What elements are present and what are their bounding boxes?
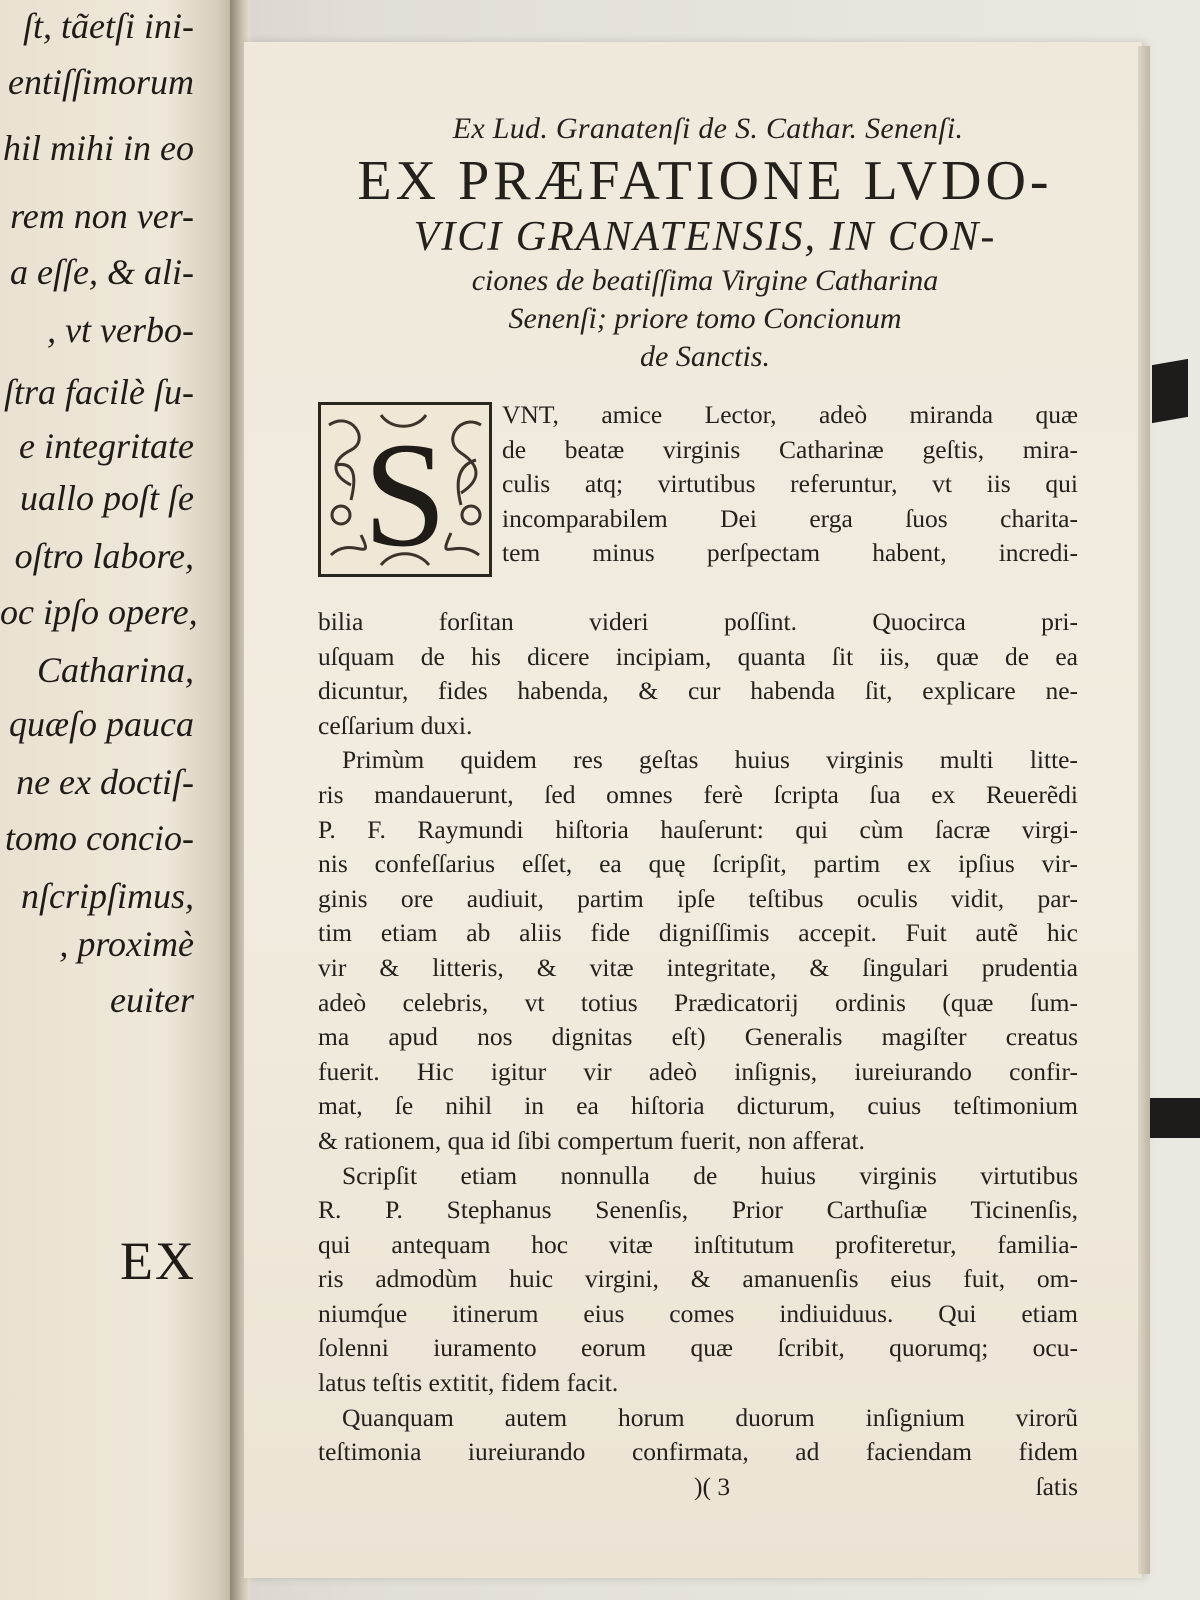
text-line: Primùm quidem res geſtas huius virginis multi litte- [342,745,1078,775]
left-page-line: tomo concio- [5,818,194,858]
title-line: ciones de beatiſſima Virgine Catharina [471,264,939,297]
text-line: ris mandauerunt, ſed omnes ferè ſcripta ſua ex Reuerẽdi [318,779,1078,809]
paragraph [318,605,1078,743]
left-page-line: nſcripſimus, [20,876,194,916]
left-page-line: e integritate [19,426,194,466]
text-line: P. F. Raymundi hiſtoria hauſerunt: qui cùm ſacræ virgi- [318,814,1078,844]
text-line: fuerit. Hic igitur vir adeò inſignis, iureiurando confir- [318,1056,1078,1086]
text-line: VNT, amice Lector, adeò miranda quæ [502,400,1078,429]
text-line: niumq́ue itinerum eius comes indiuiduus. Qui etiam [318,1298,1078,1328]
left-page-line: a eſſe, & ali- [10,252,194,292]
text-line: incomparabilem Dei erga ſuos charita- [502,503,1078,533]
title-line: Senenſi; priore tomo Concionum [508,302,902,335]
body-text [318,398,1078,1504]
book-page [244,42,1142,1578]
signature-mark: )( 3 [694,1471,731,1501]
text-line: ma apud nos dignitas eſt) Generalis magiſter creatus [318,1022,1078,1052]
text-line: ceſſarium duxi. [318,710,473,740]
first-lines [502,398,1078,571]
text-line: bilia forſitan videri poſſint. Quocirca pri- [318,607,1078,636]
paragraph [318,1159,1078,1401]
left-page-line: quæſo pauca [9,704,194,744]
left-page-line: euiter [110,980,194,1020]
text-line: teſtimonia iureiurando confirmata, ad faciendam fidem [318,1437,1078,1467]
text-line: vir & litteris, & vitæ integritate, & ſingulari prudentia [318,952,1078,982]
text-line: ſolenni iuramento eorum quæ ſcribit, quorumq; ocu- [318,1333,1078,1363]
paragraph [318,743,1078,1158]
left-page-line: rem non ver- [10,196,194,236]
page-footer [318,1470,1078,1504]
text-line: qui antequam hoc vitæ inſtitutum profiteretur, familia- [318,1229,1078,1259]
left-page-line: Catharina, [36,650,194,690]
left-page-line: , vt verbo- [47,310,194,350]
left-page-line: uallo poſt ſe [20,478,194,518]
text-line: culis atq; virtutibus referuntur, vt iis qui [502,469,1078,499]
left-page-line: oſtro labore, [14,536,194,576]
left-page-line: ſtra facilè ſu- [4,372,194,412]
text-line: & rationem, qua id ſibi compertum fuerit, non afferat. [318,1125,865,1155]
text-line: adeò celebris, vt totius Prædicatorij ordinis (quæ ſum- [318,987,1078,1017]
opening-paragraph [318,398,1078,605]
page-edge [1138,46,1150,1574]
running-head: Ex Lud. Granatenſi de S. Cathar. Senenſi. [452,112,964,145]
page-text-block [318,112,1078,1504]
left-page-line: ſt, tãetſi ini- [23,6,194,46]
bookmark-ribbon [1150,1098,1200,1138]
left-page-line: oc ipſo opere, [0,592,198,632]
text-line: tem minus perſpectam habent, incredi- [502,538,1078,568]
text-line: de beatæ virginis Catharinæ geſtis, mira- [502,434,1078,464]
text-line: ginis ore audiuit, partim ipſe teſtibus oculis vidit, par- [318,883,1078,913]
left-page-line: , proximè [59,924,194,964]
text-line: uſquam de his dicere incipiam, quanta ſit iis, quæ de ea [318,641,1078,671]
title-line: de Sanctis. [640,340,770,373]
svg-text:S: S [363,412,447,574]
title-line: VICI GRANATENSIS, IN CON- [413,214,997,260]
left-page-line: entiſſimorum [8,62,194,102]
text-line: nis confeſſarius eſſet, ea quę ſcripſit, partim ex ipſius vir- [318,849,1078,879]
text-line: R. P. Stephanus Senenſis, Prior Carthuſiæ Ticinenſis, [318,1195,1078,1225]
text-line: Scripſit etiam nonnulla de huius virginis virtutibus [342,1160,1078,1190]
text-line: latus teſtis extitit, fidem facit. [318,1368,619,1398]
text-line: Quanquam autem horum duorum inſignium virorũ [342,1402,1078,1432]
left-page-line: hil mihi in eo [3,128,194,168]
ornament-icon [321,405,489,574]
catchword: ſatis [1035,1471,1078,1501]
text-line: ris admodùm huic virgini, & amanuenſis eius fuit, om- [318,1264,1078,1294]
text-line: mat, ſe nihil in ea hiſtoria dicturum, cuius teſtimonium [318,1091,1078,1121]
decorated-initial [318,402,492,577]
text-line: dicuntur, fides habenda, & cur habenda ſit, explicare ne- [318,676,1078,706]
left-facing-page [0,0,236,1600]
bookmark-ribbon [1152,359,1188,423]
left-page-line: ne ex doctiſ- [16,762,194,802]
left-page-catchword: EX [120,1231,196,1291]
title-line: EX PRÆFATIONE LVDO- [357,150,1053,212]
paragraph [318,1401,1078,1470]
text-line: tim etiam ab aliis fide digniſſimis accepit. Fuit autẽ hic [318,918,1078,948]
